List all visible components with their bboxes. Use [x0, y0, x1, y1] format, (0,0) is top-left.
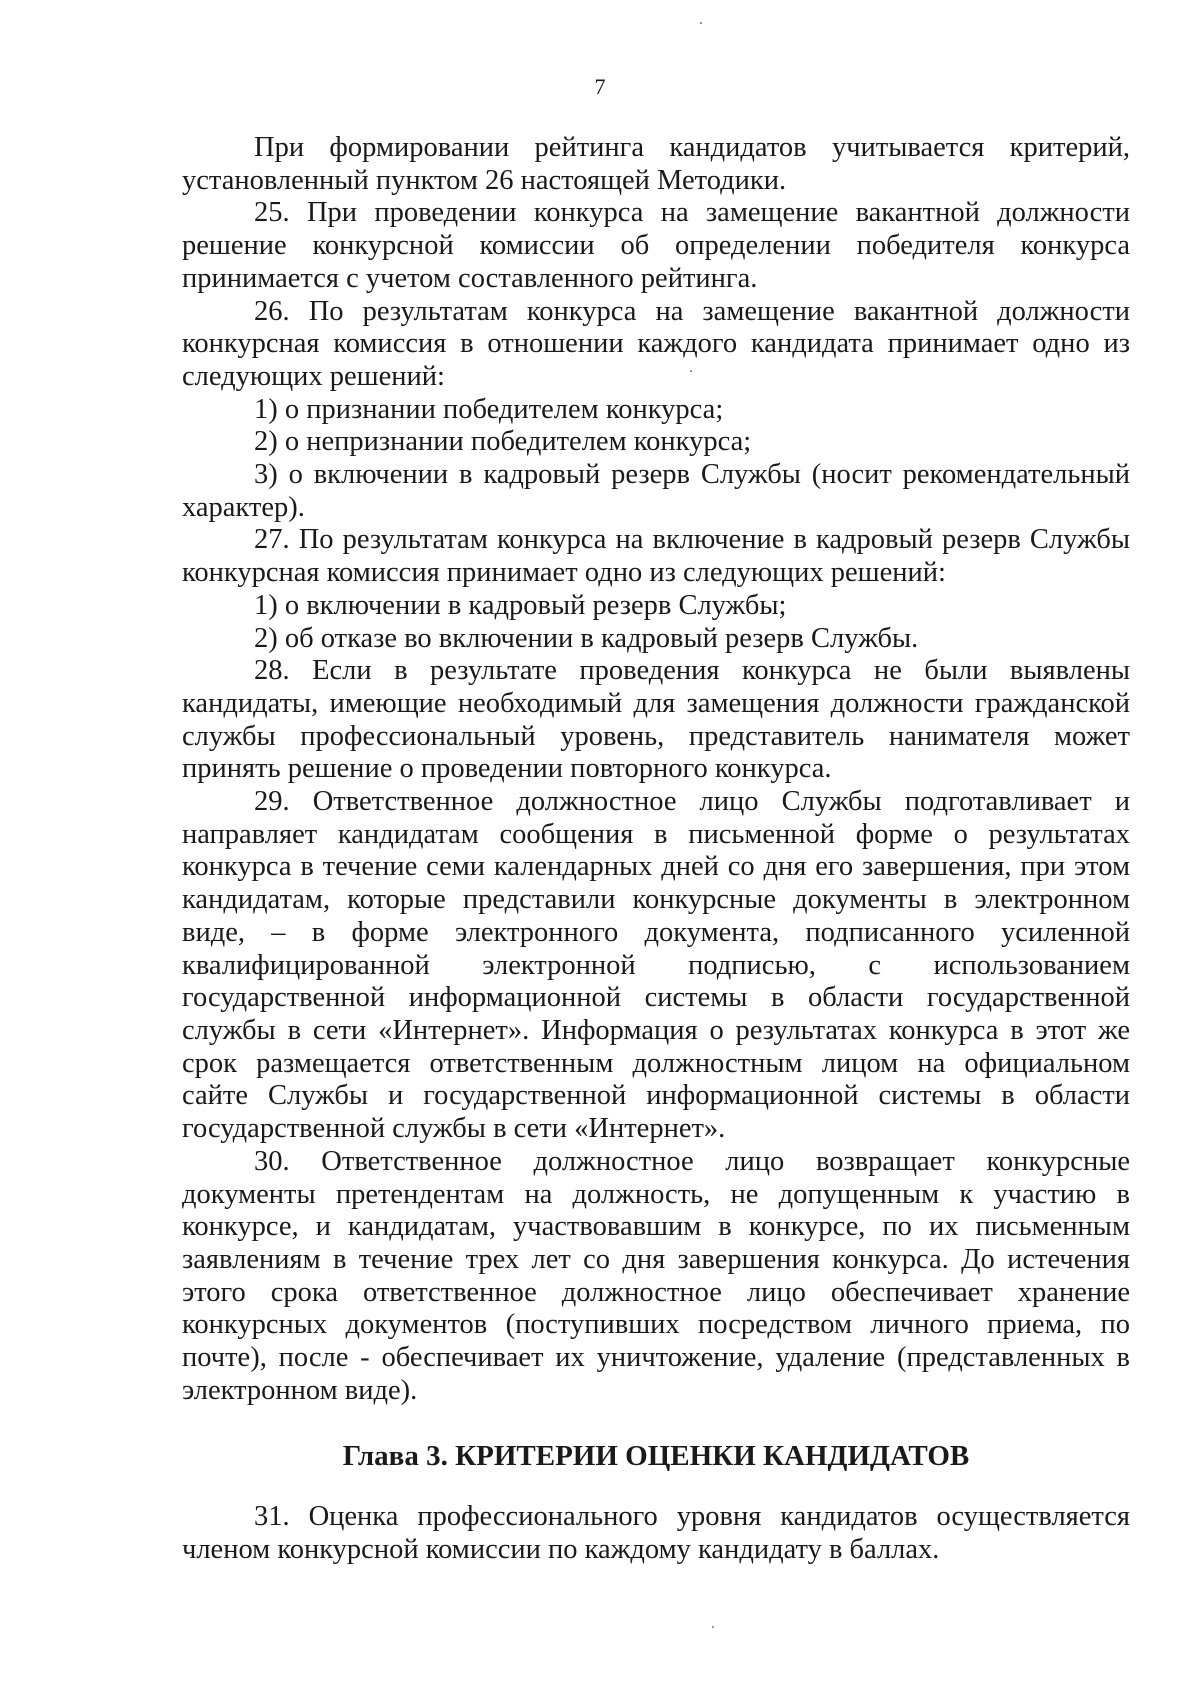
scan-speck [700, 22, 702, 24]
list-item: 1) о включении в кадровый резерв Службы; [254, 589, 787, 621]
chapter-heading: Глава 3. КРИТЕРИИ ОЦЕНКИ КАНДИДАТОВ [342, 1440, 970, 1473]
paragraph-item-29: 29. Ответственное должностное лицо Службы подготавливает и направляет кандидатам сообщения в письменной форме о результатах конкурса в течение семи календарных дней со дня его завершения, при этом кандидатам, которые представили конкурсные документы в электронном виде, – в форме электронного документа, подписанного усиленной квалифицированной электронной подписью, с использованием государственной информационной системы в области государственной службы в сети «Интернет». Информация о результатах конкурса в этот же срок размещается ответственным должностным лицом на официальном сайте Службы и государственной информационной системы в области государственной службы в сети «Интернет». [182, 786, 1130, 1145]
paragraph-item-25: 25. При проведении конкурса на замещение вакантной должности решение конкурсной комиссии об определении победителя конкурса принимается с учетом составленного рейтинга. [182, 197, 1130, 294]
paragraph-item-30: 30. Ответственное должностное лицо возвращает конкурсные документы претендентам на должность, не допущенным к участию в конкурсе, и кандидатам, участвовавшим в конкурсе, по их письменным заявлениям в течение трех лет со дня завершения конкурса. До истечения этого срока ответственное должностное лицо обеспечивает хранение конкурсных документов (поступивших посредством личного приема, по почте), после - обеспечивает их уничтожение, удаление (представленных в электронном виде). [182, 1145, 1130, 1406]
paragraph-item-28: 28. Если в результате проведения конкурса не были выявлены кандидаты, имеющие необходимый для замещения должности гражданской службы профессиональный уровень, представитель нанимателя может принять решение о проведении повторного конкурса. [182, 655, 1130, 785]
scan-speck [690, 370, 692, 372]
document-body [182, 132, 1130, 1567]
list-item: 2) о непризнании победителем конкурса; [254, 426, 752, 458]
list-item: 1) о признании победителем конкурса; [254, 393, 724, 425]
scan-speck [712, 1626, 714, 1628]
paragraph-item-26: 26. По результатам конкурса на замещение вакантной должности конкурсная комиссия в отношении каждого кандидата принимает одно из следующих решений: [182, 295, 1130, 392]
page-number: 7 [594, 74, 606, 99]
paragraph: При формировании рейтинга кандидатов учитывается критерий, установленный пунктом 26 настоящей Методики. [182, 132, 1130, 196]
list-item: 3) о включении в кадровый резерв Службы (носит рекомендательный характер). [182, 459, 1130, 523]
paragraph-item-31: 31. Оценка профессионального уровня кандидатов осуществляется членом конкурсной комиссии по каждому кандидату в баллах. [182, 1501, 1130, 1565]
paragraph-item-27: 27. По результатам конкурса на включение в кадровый резерв Службы конкурсная комиссия принимает одно из следующих решений: [182, 524, 1130, 589]
list-item: 2) об отказе во включении в кадровый резерв Службы. [254, 622, 919, 654]
